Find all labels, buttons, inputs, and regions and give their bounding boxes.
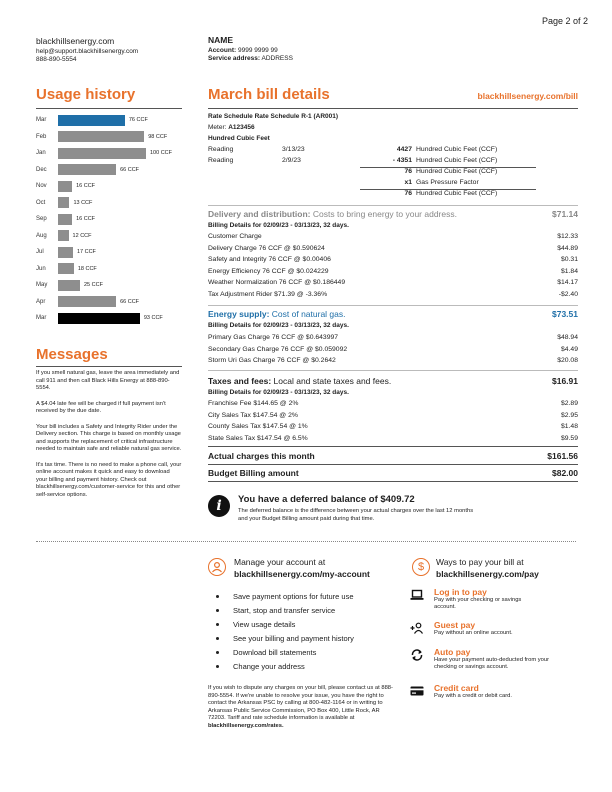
reading-value: x1 <box>404 179 412 186</box>
usage-value-label: 17 CCF <box>76 249 96 255</box>
usage-month-label: Apr <box>36 298 46 305</box>
laptop-icon <box>410 589 424 601</box>
usage-month-label: Nov <box>36 183 47 189</box>
account-icon <box>208 558 226 576</box>
rate-schedule: Rate Schedule Rate Schedule R-1 (AR001) <box>208 113 339 120</box>
deferred-balance-desc: The deferred balance is the difference between your actual charges over the last 12 months and your Budget Billing amount paid during that time. <box>238 508 474 522</box>
deferred-balance-title: You have a deferred balance of $409.72 <box>238 494 415 505</box>
reading-value: 76 <box>404 168 412 175</box>
taxes-item-label: County Sales Tax $147.54 @ 1% <box>208 423 308 431</box>
manage-list-item <box>216 648 406 657</box>
manage-list-item <box>216 620 406 629</box>
usage-month-label: Sep <box>36 216 47 222</box>
service-address: ADDRESS <box>261 55 293 62</box>
taxes-period: Billing Details for 02/09/23 - 03/13/23, 32 days. <box>208 389 349 396</box>
guest-user-icon <box>410 622 424 634</box>
usage-bar <box>58 131 144 142</box>
usage-bar <box>58 263 74 274</box>
usage-bar <box>58 247 73 258</box>
delivery-item-amount: $44.89 <box>557 244 578 252</box>
usage-bar <box>58 164 116 175</box>
page-number: Page 2 of 2 <box>541 16 588 26</box>
usage-value-label: 18 CCF <box>77 265 97 272</box>
usage-month-label: Jun <box>36 265 46 272</box>
company-info <box>36 36 138 63</box>
manage-list-item <box>216 662 406 671</box>
usage-bar <box>58 181 72 192</box>
usage-bar-row <box>36 312 163 324</box>
bullet-icon <box>216 595 219 598</box>
info-icon: i <box>208 495 230 517</box>
credit-card-icon <box>410 685 424 697</box>
usage-bar-row <box>36 164 139 176</box>
usage-bar-row <box>36 131 167 143</box>
delivery-item-amount: $0.31 <box>560 256 578 264</box>
usage-bar-row <box>36 296 139 308</box>
section-divider <box>36 541 576 542</box>
supply-total: $73.51 <box>552 309 578 319</box>
supply-item-amount: $48.94 <box>557 334 578 341</box>
delivery-item-amount: -$2.40 <box>558 291 578 298</box>
taxes-item-amount: $2.89 <box>560 400 578 407</box>
reading-label: Reading <box>208 157 234 164</box>
reading-unit: Gas Pressure Factor <box>416 179 479 186</box>
usage-bar <box>58 115 125 126</box>
usage-bar <box>58 313 140 324</box>
reading-unit: Hundred Cubic Feet (CCF) <box>416 146 498 153</box>
usage-value-label: 76 CCF <box>128 117 148 123</box>
reading-date: 3/13/23 <box>282 146 305 153</box>
account-label: Account: <box>208 47 237 54</box>
manage-heading: Manage your account at <box>234 557 326 567</box>
usage-bar <box>58 148 146 159</box>
delivery-period: Billing Details for 02/09/23 - 03/13/23, 32 days. <box>208 222 349 229</box>
usage-bar-row <box>36 246 96 258</box>
supply-item-label: Storm Uri Gas Charge 76 CCF @ $0.2642 <box>208 357 336 365</box>
usage-bar-row <box>36 263 97 275</box>
actual-charges-label: Actual charges this month <box>208 451 315 461</box>
usage-bar <box>58 230 69 241</box>
customer-info <box>208 35 293 62</box>
dollar-icon: $ <box>412 558 430 576</box>
taxes-item-amount: $9.59 <box>560 434 578 442</box>
bullet-icon <box>216 623 219 626</box>
usage-month-label: Jan <box>36 150 46 156</box>
bill-link[interactable]: blackhillsenergy.com/bill <box>477 91 578 101</box>
usage-value-label: 16 CCF <box>76 183 96 189</box>
pay-link[interactable]: blackhillsenergy.com/pay <box>436 569 539 579</box>
message-tax-time: It's tax time. There is no need to make a phone call, your online account makes it quick and easy to download your billing and payment history. Check out blackhillsenergy.com/customer-service for this and other self-service options. <box>36 461 182 498</box>
delivery-item-label: Energy Efficiency 76 CCF @ $0.024229 <box>208 267 329 275</box>
usage-bar-row <box>36 197 92 209</box>
usage-value-label: 100 CCF <box>150 150 173 156</box>
bullet-icon <box>216 651 219 654</box>
delivery-total: $71.14 <box>552 209 578 219</box>
budget-billing-label: Budget Billing amount <box>208 468 299 478</box>
reading-value: - 4351 <box>392 157 412 164</box>
manage-list-text: See your billing and payment history <box>233 634 354 643</box>
message-safety-rider: Your bill includes a Safety and Integrity Rider under the Delivery section. This charge is based on monthly usage and supports the replacement of critical infrastructure needed to maintain safe and reliable natural gas service. <box>36 423 182 452</box>
usage-value-label: 66 CCF <box>120 166 140 173</box>
usage-value-label: 13 CCF <box>73 199 93 206</box>
pay-option-credit-card[interactable]: Credit card Pay with a credit or debit card. <box>412 683 587 700</box>
manage-link[interactable]: blackhillsenergy.com/my-account <box>234 569 370 579</box>
company-email: help@support.blackhillsenergy.com <box>36 48 139 55</box>
usage-month-label: Dec <box>36 166 47 173</box>
company-website: blackhillsenergy.com <box>36 36 115 46</box>
supply-item-amount: $4.49 <box>560 345 578 353</box>
supply-period: Billing Details for 02/09/23 - 03/13/23, 32 days. <box>208 322 349 329</box>
messages-title: Messages <box>36 346 108 363</box>
taxes-total: $16.91 <box>552 376 578 386</box>
taxes-header: Taxes and fees: Local and state taxes and fees. <box>208 376 392 386</box>
usage-bar-row <box>36 114 148 126</box>
usage-value-label: 12 CCF <box>72 232 92 239</box>
manage-list-text: Save payment options for future use <box>233 592 354 601</box>
pay-heading: Ways to pay your bill at <box>436 557 524 567</box>
supply-item-label: Primary Gas Charge 76 CCF @ $0.643997 <box>208 334 339 341</box>
supply-item-amount: $20.08 <box>557 357 578 365</box>
manage-list-text: Change your address <box>233 662 305 671</box>
taxes-item-amount: $2.95 <box>560 411 578 419</box>
delivery-item-amount: $12.33 <box>557 233 578 240</box>
bullet-icon <box>216 665 219 668</box>
reading-value: 4427 <box>396 146 412 153</box>
pay-option-autopay[interactable]: Auto pay Have your payment auto-deducted from your checking or savings account. <box>412 647 587 671</box>
taxes-item-amount: $1.48 <box>560 423 578 431</box>
usage-month-label: Jul <box>36 249 44 255</box>
reading-unit: Hundred Cubic Feet (CCF) <box>416 157 498 164</box>
company-phone: 888-890-5554 <box>36 56 77 63</box>
manage-list-item <box>216 606 406 615</box>
usage-month-label: Oct <box>36 199 46 206</box>
manage-list-text: Start, stop and transfer service <box>233 606 336 615</box>
bullet-icon <box>216 609 219 612</box>
budget-billing-amount: $82.00 <box>552 468 578 478</box>
delivery-item-amount: $1.84 <box>560 267 578 275</box>
delivery-item-label: Safety and Integrity 76 CCF @ $0.00406 <box>208 256 331 264</box>
message-late-fee: A $4.04 late fee will be charged if full payment isn't received by the due date. <box>36 400 166 414</box>
usage-bar <box>58 296 116 307</box>
taxes-item-label: State Sales Tax $147.54 @ 6.5% <box>208 434 308 442</box>
messages-body <box>36 370 182 507</box>
customer-name: NAME <box>208 35 234 45</box>
usage-bar-row <box>36 230 92 242</box>
reading-label: Reading <box>208 146 234 153</box>
usage-value-label: 93 CCF <box>143 315 163 321</box>
manage-list-text: Download bill statements <box>233 648 317 657</box>
taxes-item-label: City Sales Tax $147.54 @ 2% <box>208 411 298 419</box>
usage-bar <box>58 280 80 291</box>
manage-list-item <box>216 634 406 643</box>
message-gas-safety: If you smell natural gas, leave the area immediately and call 911 and then call Black Hills Energy at 888-890-5554. <box>36 370 180 391</box>
bill-details-title: March bill details <box>208 86 330 103</box>
reading-unit: Hundred Cubic Feet (CCF) <box>416 190 498 197</box>
bullet-icon <box>216 637 219 640</box>
delivery-item-label: Weather Normalization 76 CCF @ $0.186449 <box>208 279 346 287</box>
refresh-icon <box>410 649 424 661</box>
delivery-header: Delivery and distribution: Costs to bring energy to your address. <box>208 209 457 219</box>
manage-list <box>216 592 406 676</box>
pay-option-guest[interactable]: Guest pay Pay without an online account. <box>412 620 587 637</box>
meter: Meter: A123456 <box>208 124 255 131</box>
manage-list-item <box>216 592 406 601</box>
usage-value-label: 98 CCF <box>148 133 168 140</box>
usage-month-label: May <box>36 282 48 288</box>
usage-month-label: Aug <box>36 232 47 239</box>
usage-bar-row <box>36 279 103 291</box>
usage-value-label: 66 CCF <box>120 298 140 305</box>
usage-month-label: Mar <box>36 117 47 123</box>
usage-value-label: 25 CCF <box>84 282 103 288</box>
reading-date: 2/9/23 <box>282 157 301 164</box>
supply-header: Energy supply: Cost of natural gas. <box>208 309 346 319</box>
delivery-item-label: Tax Adjustment Rider $71.39 @ -3.36% <box>208 291 328 298</box>
supply-item-label: Secondary Gas Charge 76 CCF @ $0.059092 <box>208 345 348 353</box>
pay-option-login[interactable]: Log in to pay Pay with your checking or savings account. <box>412 587 587 611</box>
usage-month-label: Feb <box>36 133 47 140</box>
delivery-item-label: Delivery Charge 76 CCF @ $0.590624 <box>208 244 325 252</box>
actual-charges-amount: $161.56 <box>547 451 578 461</box>
reading-unit: Hundred Cubic Feet (CCF) <box>416 168 498 175</box>
usage-month-label: Mar <box>36 315 47 321</box>
delivery-item-label: Customer Charge <box>208 233 262 240</box>
account-number: 9999 9999 99 <box>237 47 278 54</box>
usage-bar-row <box>36 213 95 225</box>
manage-list-text: View usage details <box>233 620 296 629</box>
usage-history-title: Usage history <box>36 86 136 103</box>
delivery-item-amount: $14.17 <box>557 279 578 287</box>
dispute-text: If you wish to dispute any charges on your bill, please contact us at 888-890-5554. If we're unable to resolve your issue, you have the right to contact the Arkansas PSC by calling at 800-482-1164 or in writing to Arkansas Public Service Commission, PO Box 400, Little Rock, AR 72203. Tariff and rate schedule information is available at blackhillsenergy.com/rates. <box>208 685 393 729</box>
usage-bar <box>58 214 72 225</box>
unit-heading: Hundred Cubic Feet <box>208 135 270 142</box>
usage-bar-row <box>36 147 172 159</box>
usage-value-label: 16 CCF <box>76 216 96 222</box>
usage-bar-row <box>36 180 95 192</box>
usage-bar <box>58 197 69 208</box>
reading-value: 76 <box>404 190 412 197</box>
service-address-label: Service address: <box>208 55 261 62</box>
taxes-item-label: Franchise Fee $144.65 @ 2% <box>208 400 299 407</box>
